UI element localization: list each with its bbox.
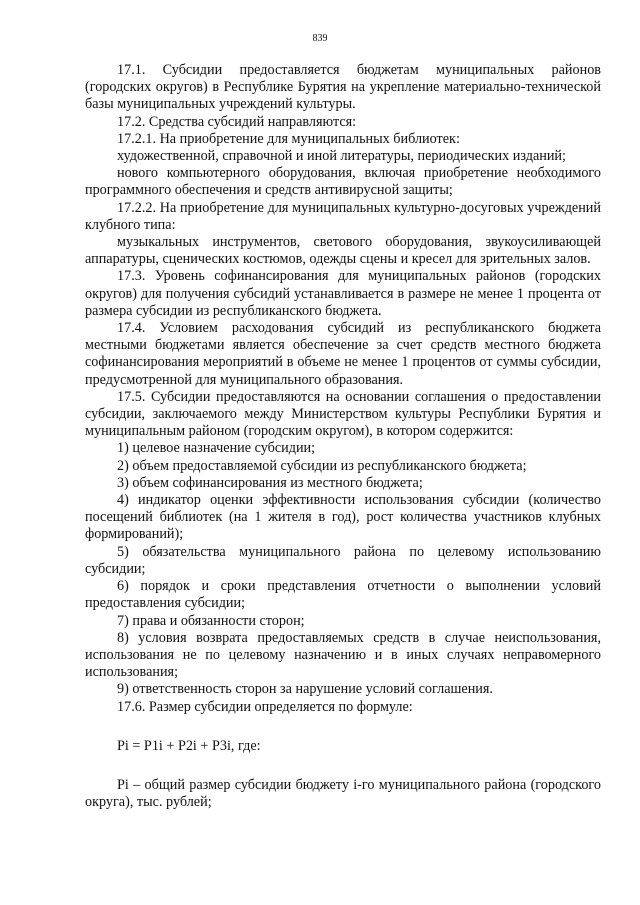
document-body <box>85 62 601 811</box>
paragraph-17-2-1: 17.2.1. На приобретение для муниципальных библиотек: <box>117 130 460 147</box>
agreement-item-9: 9) ответственность сторон за нарушение условий соглашения. <box>117 681 493 698</box>
formula-definition-pi: Pi – общий размер субсидии бюджету i-го муниципального района (городского округа), тыс. рублей; <box>85 776 601 811</box>
agreement-item-4: 4) индикатор оценки эффективности использования субсидии (количество посещений библиотек (на 1 жителя в год), рост количества участников клубных формирований); <box>85 492 601 543</box>
page-number: 839 <box>312 33 328 44</box>
agreement-item-7: 7) права и обязанности сторон; <box>117 612 305 629</box>
agreement-item-5: 5) обязательства муниципального района по целевому использованию субсидии; <box>85 543 601 577</box>
paragraph-17-3: 17.3. Уровень софинансирования для муниципальных районов (городских округов) для получения субсидий устанавливается в размере не менее 1 процента от размера субсидии из республиканского бюджета. <box>85 268 601 319</box>
subsidy-formula: Pi = P1i + P2i + P3i, где: <box>117 737 261 754</box>
paragraph-17-1: 17.1. Субсидии предоставляется бюджетам муниципальных районов (городских округов) в Республике Бурятия на укрепление материально-технической базы муниципальных учреждений культуры. <box>85 62 601 113</box>
list-item-instruments: музыкальных инструментов, светового оборудования, звукоусиливающей аппаратуры, сценических костюмов, одежды сцены и кресел для зрительных залов. <box>85 234 601 268</box>
paragraph-17-4: 17.4. Условием расходования субсидий из республиканского бюджета местными бюджетами является обеспечение за счет средств местного бюджета софинансирования мероприятий в объеме не менее 1 процентов от суммы субсидии, предусмотренной для муниципального образования. <box>85 320 601 388</box>
list-item-literature: художественной, справочной и иной литературы, периодических изданий; <box>117 148 566 165</box>
agreement-item-6: 6) порядок и сроки представления отчетности о выполнении условий предоставления субсидии; <box>85 578 601 612</box>
paragraph-17-2: 17.2. Средства субсидий направляются: <box>117 113 357 130</box>
agreement-item-3: 3) объем софинансирования из местного бюджета; <box>117 474 423 491</box>
paragraph-17-5: 17.5. Субсидии предоставляются на основании соглашения о предоставлении субсидии, заключаемого между Министерством культуры Республики Бурятия и муниципальным районом (городским округом), в котором содержится: <box>85 388 601 440</box>
list-item-computers: нового компьютерного оборудования, включая приобретение необходимого программного обеспечения и средств антивирусной защиты; <box>85 165 601 199</box>
paragraph-17-2-2: 17.2.2. На приобретение для муниципальных культурно-досуговых учреждений клубного типа: <box>85 199 601 233</box>
paragraph-17-6: 17.6. Размер субсидии определяется по формуле: <box>117 698 413 715</box>
agreement-item-8: 8) условия возврата предоставляемых средств в случае неиспользования, использования не по целевому назначению и в иных случаях неправомерного использования; <box>85 629 601 681</box>
agreement-item-1: 1) целевое назначение субсидии; <box>117 440 316 457</box>
agreement-item-2: 2) объем предоставляемой субсидии из республиканского бюджета; <box>117 457 527 474</box>
